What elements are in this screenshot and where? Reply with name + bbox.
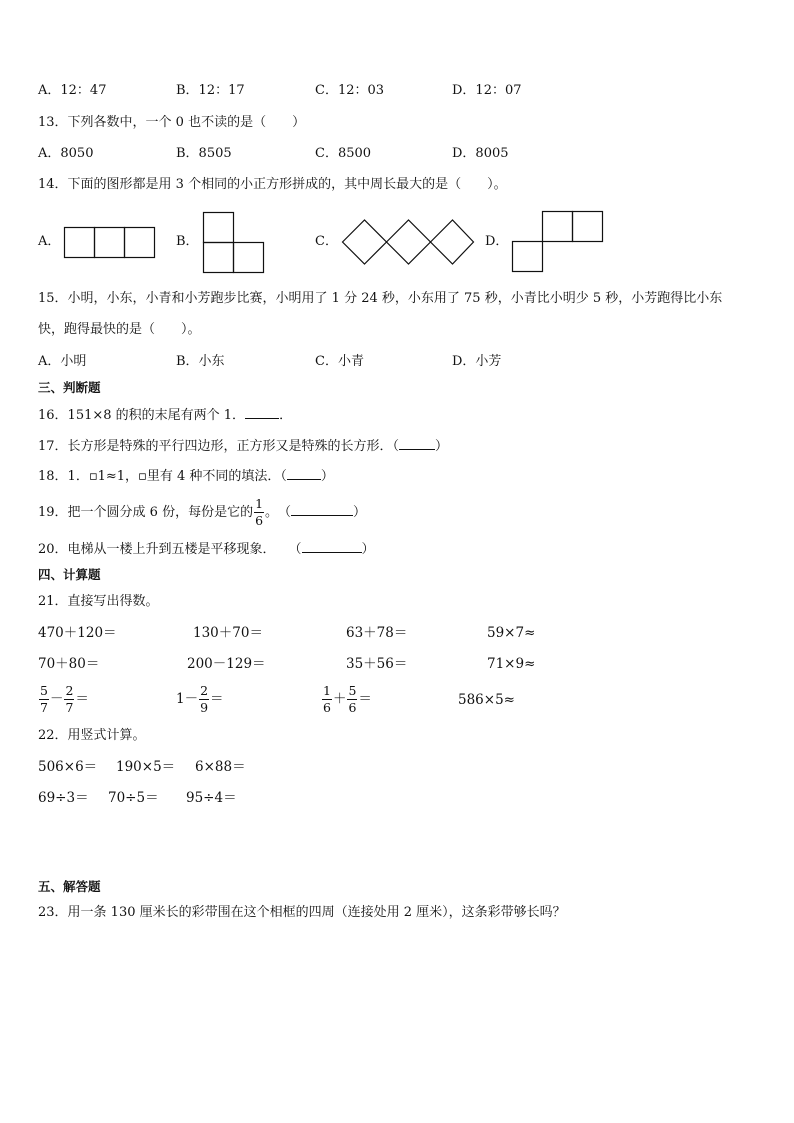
fraction [39,684,49,715]
section5-heading: 五、解答题 [38,879,101,894]
frac-num: 2 [65,683,74,698]
q18-answer-blank[interactable] [287,467,321,480]
q21-fraction-expr-a [38,682,89,716]
q16 [38,406,292,425]
frac-den: 7 [40,700,48,715]
q19 [38,496,366,530]
q14-shape-b-l-shape [203,212,265,273]
frac-num: 5 [348,683,357,698]
q23-text: 23．用一条 130 厘米长的彩带围在这个相框的四周（连接处用 2 厘米），这条彩带够长吗？ [38,905,566,920]
fraction [322,684,332,715]
q15-option-a: A．小明 [38,354,87,369]
q12-option-c: C．12：03 [315,83,385,98]
q13-option-c: C．8500 [315,146,372,161]
q17-tail: ） [435,439,449,454]
q16-text: 16．151×8 的积的末尾有两个 1． [38,408,246,423]
equals-sign: ＝ [210,691,224,707]
frac-den: 9 [200,700,209,715]
operator: ＋ [332,691,347,707]
q17 [38,437,448,456]
q19-frac-den: 6 [255,513,264,528]
q22-expr: 95÷4＝ [186,790,237,806]
q21-expr: 586×5≈ [458,692,515,708]
section3-heading: 三、判断题 [38,380,101,395]
fraction [199,684,209,715]
q15-option-d: D．小芳 [452,354,502,369]
q22-stem: 22．用竖式计算。 [38,728,146,743]
q13-option-b: B．8505 [176,146,232,161]
q18-tail: ） [320,469,334,484]
q12-option-a: A．12：47 [38,83,107,98]
q21-stem: 21．直接写出得数。 [38,594,159,609]
q19-after: 。 （ [265,505,292,520]
q20-answer-blank[interactable] [302,540,362,553]
q14-label-b: B． [176,234,199,249]
q20 [38,540,375,559]
q14-label-c: C． [315,234,338,249]
q18-text: 18．1．▫1≈1，▫里有 4 种不同的填法．（ [38,469,287,484]
q14-label-a: A． [38,234,61,249]
q21-expr: 71×9≈ [487,656,536,672]
section4-heading: 四、计算题 [38,567,101,582]
q22-expr: 190×5＝ [116,759,176,775]
q19-fraction [254,497,264,528]
frac-num: 1 [323,683,331,698]
q19-answer-blank[interactable] [291,503,353,516]
q22-expr: 506×6＝ [38,759,98,775]
fraction [347,684,357,715]
q22-expr: 6×88＝ [195,759,246,775]
q17-answer-blank[interactable] [399,437,435,450]
q22-expr: 69÷3＝ [38,790,89,806]
q13-option-d: D．8005 [452,146,509,161]
frac-num: 2 [200,683,209,698]
frac-den: 6 [323,700,331,715]
q21-expr: 63＋78＝ [346,625,408,641]
equals-sign: ＝ [75,691,89,707]
q21-expr: 470＋120＝ [38,625,117,641]
operand: 1－ [176,691,199,707]
q20-tail: ） [361,542,375,557]
q19-text: 19．把一个圆分成 6 份，每份是它的 [38,505,254,520]
q20-text: 20．电梯从一楼上升到五楼是平移现象． （ [38,542,302,557]
q21-expr: 70＋80＝ [38,656,100,672]
q21-expr: 130＋70＝ [193,625,263,641]
frac-den: 6 [348,700,357,715]
q21-fraction-expr-b [176,682,224,716]
q14-label-d: D． [485,234,509,249]
q17-text: 17．长方形是特殊的平行四边形，正方形又是特殊的长方形．（ [38,439,400,454]
q16-answer-blank[interactable] [245,406,279,419]
q15-line1: 15．小明，小东，小青和小芳跑步比赛，小明用了 1 分 24 秒，小东用了 75 秒，小青比小明少 5 秒，小芳跑得比小东 [38,291,723,306]
equals-sign: ＝ [358,691,372,707]
q12-option-b: B．12：17 [176,83,245,98]
q15-option-b: B．小东 [176,354,225,369]
fraction [64,684,74,715]
q19-tail: ） [353,505,367,520]
q12-option-d: D．12：07 [452,83,522,98]
q14-shape-c-three-diamonds [342,219,474,265]
operator: － [49,691,64,707]
q16-tail: ． [279,408,293,423]
q15-line2: 快，跑得最快的是（ ）。 [38,322,201,337]
q22-expr: 70÷5＝ [108,790,159,806]
frac-den: 7 [65,700,74,715]
q14-stem: 14．下面的图形都是用 3 个相同的小正方形拼成的，其中周长最大的是（ ）。 [38,177,507,192]
q21-expr: 35＋56＝ [346,656,408,672]
q19-frac-num: 1 [255,496,264,511]
q15-option-c: C．小青 [315,354,364,369]
q18 [38,467,334,486]
q14-shape-a-three-squares-row [64,227,156,258]
q21-expr: 200－129＝ [187,656,266,672]
q14-shape-d-step-shape [512,211,604,272]
q13-stem: 13．下列各数中，一个 0 也不读的是（ ） [38,115,306,130]
q21-fraction-expr-c [321,682,372,716]
q21-expr: 59×7≈ [487,625,536,641]
frac-num: 5 [40,683,48,698]
q13-option-a: A．8050 [38,146,94,161]
